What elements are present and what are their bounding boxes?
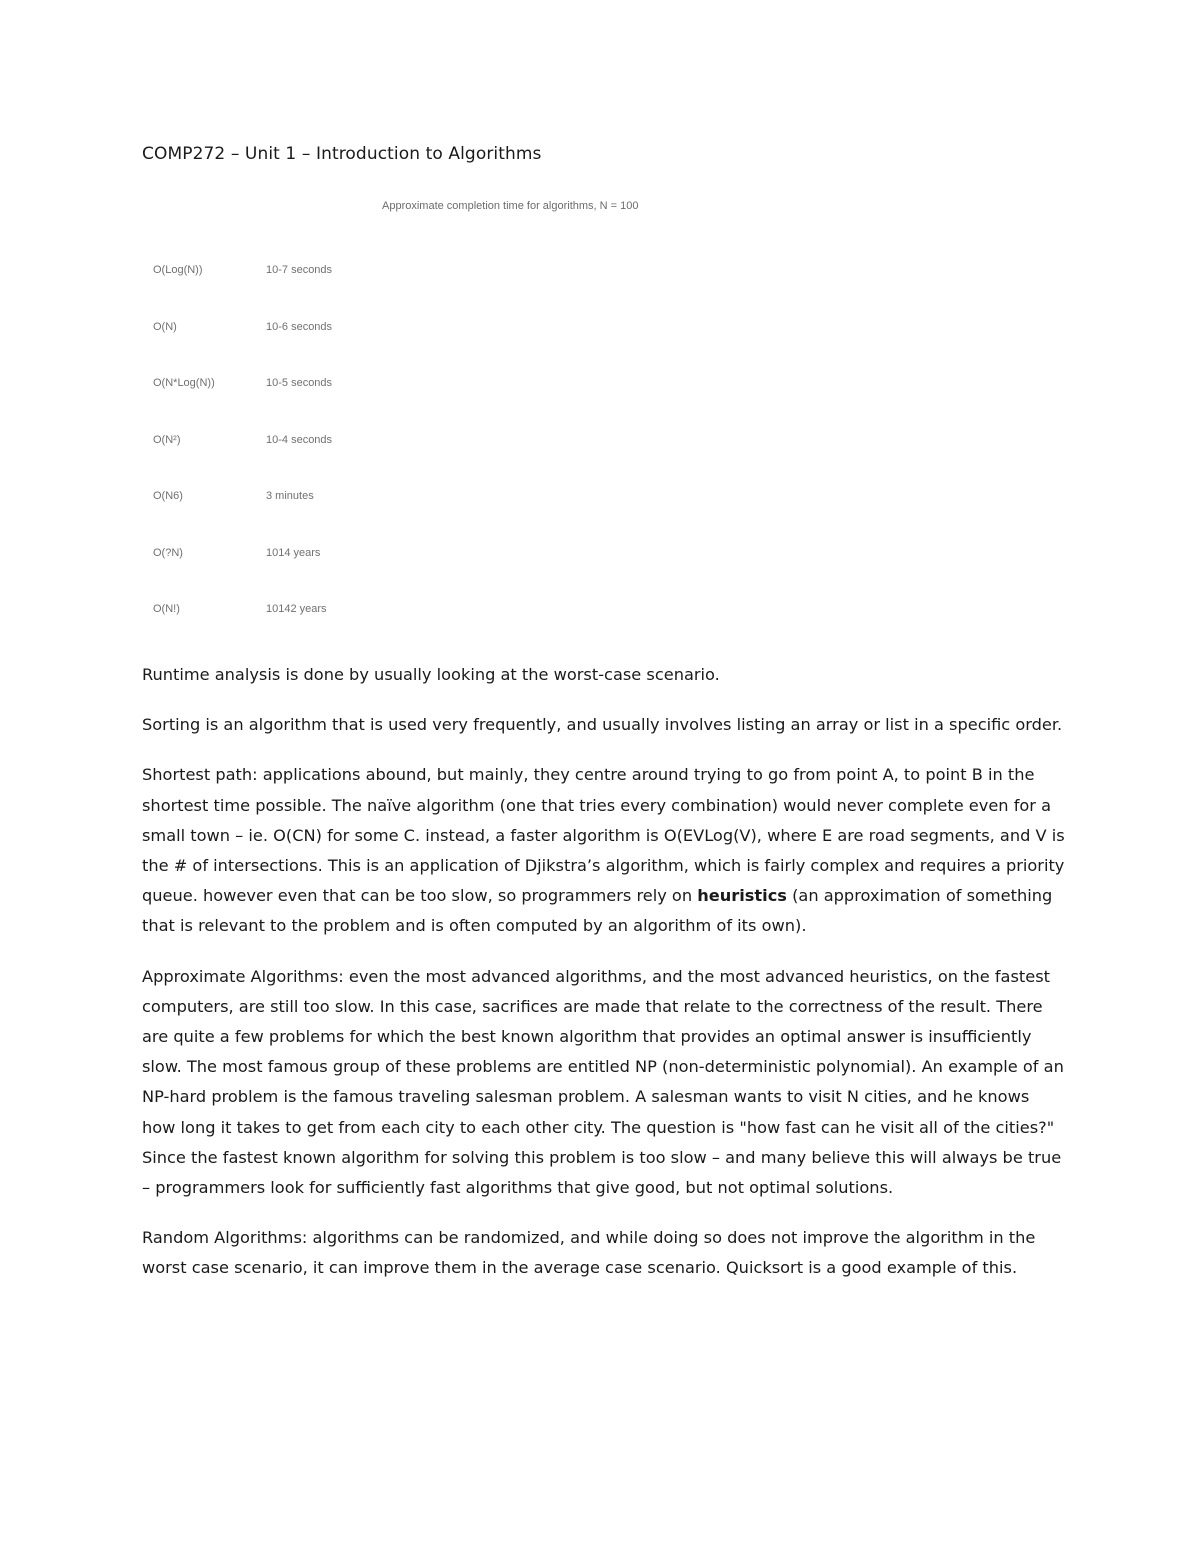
completion-time: 10-5 seconds — [266, 377, 333, 389]
shortest-path-text: Shortest path: applications abound, but mainly, they centre around trying to go from point A, to point B in the shortest time possible. The naïve algorithm (one that tries every combination) would never complete even for a small town – ie. O(CN) for some C. instead, a faster algorithm is O(EVLog(V), where E are road segments, and V is the # of intersections. This is an application of Djikstra’s algorithm, which is fairly complex and requires a priority queue. however even that can be too slow, so programmers rely on — [142, 765, 1065, 906]
completion-time: 10-6 seconds — [266, 320, 333, 333]
completion-time: 10-4 seconds — [266, 433, 333, 446]
complexity-notation: O(N*Log(N)) — [153, 377, 215, 389]
completion-time: 1014 years — [266, 546, 321, 559]
paragraph-shortest-path — [142, 760, 1067, 941]
completion-time: 10-7 seconds — [266, 264, 333, 276]
paragraph-random-algorithms: Random Algorithms: algorithms can be randomized, and while doing so does not improve the algorithm in the worst case scenario, it can improve them in the average case scenario. Quicksort is a good example of this. — [142, 1228, 1036, 1278]
completion-time: 3 minutes — [266, 490, 314, 502]
complexity-figure — [142, 196, 702, 636]
complexity-notation: O(N!) — [153, 603, 180, 615]
complexity-notation: O(?N) — [153, 546, 183, 559]
heuristics-term: heuristics — [697, 886, 787, 906]
completion-time: 10142 years — [266, 603, 327, 615]
document-body — [142, 660, 1067, 1304]
document-title: COMP272 – Unit 1 – Introduction to Algorithms — [142, 144, 542, 164]
complexity-notation: O(N) — [153, 320, 177, 333]
paragraph-approximate-algorithms: Approximate Algorithms: even the most advanced algorithms, and the most advanced heuristics, on the fastest computers, are still too slow. In this case, sacrifices are made that relate to the correctness of the result. There are quite a few problems for which the best known algorithm that provides an optimal answer is insufficiently slow. The most famous group of these problems are entitled NP (non-deterministic polynomial). An example of an NP-hard problem is the famous traveling salesman problem. A salesman wants to visit N cities, and he knows how long it takes to get from each city to each other city. The question is "how fast can he visit all of the cities?" Since the fastest known algorithm for solving this problem is too slow – and many believe this will always be true – programmers look for sufficiently fast algorithms that give good, but not optimal solutions. — [142, 966, 1064, 1198]
shortest-path-text-end: (an approximation of something that is relevant to the problem and is often computed by an algorithm of its own). — [142, 886, 1053, 936]
paragraph-runtime-analysis: Runtime analysis is done by usually looking at the worst-case scenario. — [142, 665, 720, 684]
complexity-notation: O(N²) — [153, 433, 181, 446]
complexity-notation: O(Log(N)) — [153, 264, 203, 276]
complexity-notation: O(N6) — [153, 490, 183, 502]
paragraph-sorting: Sorting is an algorithm that is used very frequently, and usually involves listing an array or list in a specific order. — [142, 715, 1063, 735]
figure-caption: Approximate completion time for algorithms, N = 100 — [382, 200, 639, 212]
